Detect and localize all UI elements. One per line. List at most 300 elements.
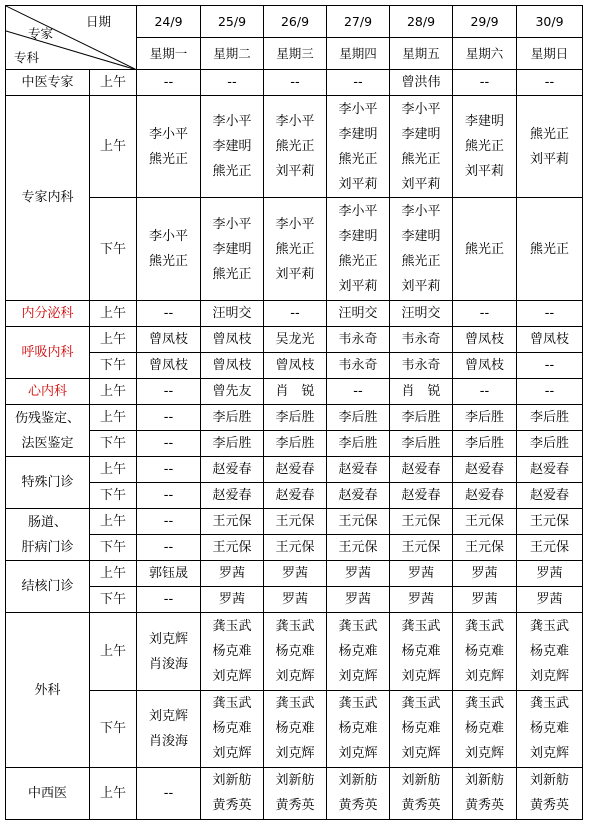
schedule-row	[6, 535, 583, 561]
doctor-name: 刘新舫	[212, 773, 252, 789]
doctor-name: 杨克难	[464, 644, 504, 660]
schedule-row	[6, 613, 583, 690]
schedule-row	[6, 96, 583, 198]
doctor-name: 李小平	[338, 101, 378, 117]
doctor-cell	[137, 483, 201, 509]
doctor-cell	[264, 561, 327, 587]
doctor-name: 李建明	[401, 126, 441, 142]
department-cell: 专家内科	[6, 96, 90, 301]
doctor-name: --	[479, 75, 490, 91]
department-cell: 特殊门诊	[6, 457, 90, 509]
schedule-row	[6, 483, 583, 509]
doctor-cell	[390, 70, 453, 96]
doctor-name: --	[544, 357, 555, 373]
doctor-name: 李后胜	[401, 410, 441, 425]
doctor-name: 罗茜	[344, 592, 371, 608]
doctor-name: 杨克难	[338, 721, 378, 737]
schedule-row	[6, 561, 583, 587]
doctor-cell	[517, 535, 583, 561]
doctor-name: 曾凤枝	[464, 331, 504, 347]
doctor-name: 罗茜	[281, 592, 308, 608]
doctor-name: 刘克辉	[464, 669, 504, 685]
doctor-name: 赵爱春	[212, 462, 252, 478]
doctor-name: 李小平	[148, 126, 188, 142]
doctor-name: 刘平莉	[275, 266, 315, 282]
doctor-cell	[137, 70, 201, 96]
doctor-name: 熊光正	[148, 151, 188, 167]
time-slot-cell: 下午	[90, 431, 137, 457]
doctor-name: --	[353, 383, 363, 399]
doctor-name: 杨克难	[212, 644, 252, 660]
weekday-cell: 星期日	[517, 38, 583, 70]
department-cell	[6, 509, 90, 561]
doctor-name: 赵爱春	[529, 462, 569, 478]
doctor-name: 刘平莉	[275, 164, 315, 180]
doctor-cell	[517, 352, 583, 378]
doctor-cell	[264, 613, 327, 690]
doctor-cell	[390, 483, 453, 509]
doctor-name: 李小平	[401, 204, 441, 220]
doctor-name: --	[479, 305, 490, 321]
schedule-table	[5, 5, 583, 820]
corner-dept-label: 专科	[14, 50, 40, 65]
doctor-cell	[453, 587, 517, 613]
schedule-row	[6, 326, 583, 352]
doctor-cell	[264, 70, 327, 96]
doctor-cell	[327, 326, 390, 352]
doctor-cell	[327, 70, 390, 96]
doctor-cell	[201, 483, 264, 509]
doctor-cell	[517, 431, 583, 457]
doctor-cell	[390, 535, 453, 561]
doctor-cell	[201, 96, 264, 198]
doctor-name: 黄秀英	[464, 798, 504, 814]
time-slot-cell: 上午	[90, 561, 137, 587]
doctor-cell	[137, 457, 201, 483]
doctor-name: --	[227, 75, 237, 91]
doctor-name: 龚玉武	[338, 696, 378, 712]
schedule-row	[6, 198, 583, 300]
time-slot-cell: 上午	[90, 404, 137, 430]
doctor-cell	[517, 300, 583, 326]
doctor-cell	[453, 690, 517, 767]
department-cell: 外科	[6, 613, 90, 767]
doctor-cell	[137, 587, 201, 613]
doctor-cell	[264, 300, 327, 326]
doctor-name: 熊光正	[212, 164, 252, 180]
doctor-name: 李小平	[212, 216, 252, 232]
doctor-cell	[264, 509, 327, 535]
doctor-name: 刘克辉	[529, 746, 569, 762]
doctor-name: 熊光正	[212, 266, 252, 282]
doctor-name: 黄秀英	[212, 798, 252, 814]
doctor-name: --	[163, 462, 174, 478]
doctor-cell	[264, 483, 327, 509]
doctor-name: 曾凤枝	[464, 357, 504, 373]
schedule-row	[6, 352, 583, 378]
department-label-line: 法医鉴定	[21, 435, 74, 451]
doctor-name: 曾凤枝	[212, 331, 252, 347]
doctor-cell	[327, 509, 390, 535]
doctor-name: 黄秀英	[401, 798, 441, 814]
doctor-cell	[264, 431, 327, 457]
doctor-cell	[137, 352, 201, 378]
doctor-cell	[453, 352, 517, 378]
doctor-cell	[201, 352, 264, 378]
time-slot-cell: 下午	[90, 690, 137, 767]
doctor-name: 罗茜	[218, 592, 245, 608]
schedule-row	[6, 587, 583, 613]
doctor-name: 杨克难	[401, 721, 441, 737]
doctor-name: 韦永奇	[338, 357, 378, 373]
doctor-cell	[517, 587, 583, 613]
doctor-cell	[517, 378, 583, 404]
doctor-name: 刘克辉	[529, 669, 569, 685]
doctor-name: 李后胜	[529, 410, 569, 425]
doctor-name: 韦永奇	[338, 331, 378, 347]
weekday-cell: 星期五	[390, 38, 453, 70]
doctor-cell	[390, 561, 453, 587]
doctor-name: 龚玉武	[529, 619, 569, 635]
doctor-name: 王元保	[275, 514, 315, 530]
doctor-cell	[517, 483, 583, 509]
date-cell: 30/9	[517, 6, 583, 38]
doctor-cell	[137, 509, 201, 535]
doctor-cell	[201, 378, 264, 404]
time-slot-cell: 上午	[90, 509, 137, 535]
schedule-row	[6, 431, 583, 457]
doctor-cell	[201, 613, 264, 690]
doctor-name: 刘平莉	[338, 176, 378, 192]
doctor-cell	[137, 613, 201, 690]
doctor-cell	[390, 378, 453, 404]
doctor-name: 李建明	[338, 126, 378, 142]
doctor-cell	[390, 96, 453, 198]
doctor-name: 李小平	[275, 216, 315, 232]
doctor-name: --	[544, 383, 555, 399]
doctor-name: 龚玉武	[275, 619, 315, 635]
doctor-name: 赵爱春	[212, 488, 252, 504]
doctor-cell	[137, 326, 201, 352]
doctor-cell	[517, 326, 583, 352]
doctor-name: 李小平	[148, 229, 188, 245]
doctor-name: 罗茜	[281, 566, 308, 582]
doctor-cell	[264, 198, 327, 300]
doctor-name: 刘新舫	[401, 773, 441, 789]
doctor-name: 刘新舫	[464, 773, 504, 789]
doctor-name: 刘克辉	[212, 669, 252, 685]
doctor-name: 杨克难	[529, 644, 569, 660]
doctor-name: 刘新舫	[338, 773, 378, 789]
doctor-cell	[137, 378, 201, 404]
time-slot-cell: 上午	[90, 613, 137, 690]
doctor-cell	[327, 96, 390, 198]
doctor-name: 黄秀英	[529, 798, 569, 814]
doctor-name: 韦永奇	[401, 357, 441, 373]
schedule-row	[6, 378, 583, 404]
doctor-cell	[137, 404, 201, 430]
doctor-name: 刘克辉	[401, 669, 441, 685]
doctor-name: 曾凤枝	[148, 357, 188, 373]
doctor-name: 刘克辉	[212, 746, 252, 762]
doctor-cell	[390, 457, 453, 483]
doctor-cell	[201, 561, 264, 587]
doctor-name: 王元保	[464, 514, 504, 530]
doctor-cell	[137, 96, 201, 198]
doctor-name: 罗茜	[536, 566, 563, 582]
department-cell	[6, 404, 90, 456]
doctor-name: 杨克难	[275, 721, 315, 737]
date-cell: 29/9	[453, 6, 517, 38]
schedule-row	[6, 509, 583, 535]
time-slot-cell: 上午	[90, 457, 137, 483]
doctor-cell	[201, 300, 264, 326]
doctor-cell	[201, 457, 264, 483]
doctor-name: 王元保	[212, 514, 252, 530]
doctor-cell	[517, 198, 583, 300]
time-slot-cell: 下午	[90, 352, 137, 378]
doctor-name: 李后胜	[212, 410, 252, 425]
doctor-cell	[201, 535, 264, 561]
doctor-cell	[264, 535, 327, 561]
doctor-name: --	[163, 410, 174, 425]
doctor-name: 王元保	[338, 514, 378, 530]
doctor-name: 熊光正	[338, 151, 378, 167]
doctor-name: 李建明	[212, 241, 252, 257]
doctor-name: 刘克辉	[148, 708, 188, 724]
doctor-cell	[517, 70, 583, 96]
doctor-cell	[517, 509, 583, 535]
department-cell: 内分泌科	[6, 300, 90, 326]
doctor-cell	[137, 561, 201, 587]
doctor-name: 熊光正	[464, 139, 504, 155]
doctor-cell	[327, 300, 390, 326]
doctor-cell	[453, 483, 517, 509]
doctor-name: 王元保	[529, 514, 569, 530]
doctor-cell	[201, 509, 264, 535]
header-date-row	[6, 6, 583, 38]
doctor-cell	[517, 404, 583, 430]
doctor-name: 李小平	[275, 114, 315, 130]
date-cell: 25/9	[201, 6, 264, 38]
doctor-name: 熊光正	[529, 126, 569, 142]
doctor-name: 李后胜	[338, 410, 378, 425]
doctor-name: 赵爱春	[275, 488, 315, 504]
doctor-cell	[390, 198, 453, 300]
doctor-name: 罗茜	[407, 566, 434, 582]
doctor-cell	[137, 431, 201, 457]
doctor-name: 刘克辉	[275, 746, 315, 762]
doctor-name: 刘克辉	[464, 746, 504, 762]
doctor-name: 刘克辉	[275, 669, 315, 685]
doctor-name: 刘克辉	[401, 746, 441, 762]
doctor-cell	[390, 690, 453, 767]
doctor-cell	[327, 587, 390, 613]
doctor-name: 曾凤枝	[275, 357, 315, 373]
doctor-name: 曾凤枝	[529, 331, 569, 347]
department-label-line: 肠道、	[27, 514, 67, 530]
doctor-cell	[137, 198, 201, 300]
doctor-name: 黄秀英	[338, 798, 378, 814]
doctor-name: 熊光正	[148, 254, 188, 270]
doctor-cell	[453, 561, 517, 587]
corner-expert-label: 专家	[28, 26, 54, 41]
department-label-line: 肝病门诊	[21, 539, 74, 555]
doctor-name: 肖浚海	[148, 656, 188, 672]
doctor-name: 李后胜	[275, 436, 315, 452]
time-slot-cell: 下午	[90, 198, 137, 300]
doctor-name: --	[353, 75, 363, 91]
doctor-name: --	[163, 75, 174, 91]
weekday-cell: 星期一	[137, 38, 201, 70]
doctor-name: 曾先友	[212, 383, 252, 399]
doctor-name: 杨克难	[275, 644, 315, 660]
doctor-name: 杨克难	[212, 721, 252, 737]
schedule-row	[6, 404, 583, 430]
doctor-cell	[201, 198, 264, 300]
doctor-name: 龚玉武	[464, 696, 504, 712]
doctor-name: 龚玉武	[338, 619, 378, 635]
doctor-name: 李小平	[401, 101, 441, 117]
doctor-cell	[264, 457, 327, 483]
doctor-cell	[327, 613, 390, 690]
doctor-name: 罗茜	[471, 592, 498, 608]
doctor-name: 赵爱春	[338, 488, 378, 504]
doctor-cell	[201, 767, 264, 819]
doctor-name: 汪明交	[338, 305, 378, 321]
weekday-cell: 星期三	[264, 38, 327, 70]
doctor-name: 曾洪伟	[401, 75, 441, 91]
doctor-name: 汪明交	[212, 305, 252, 321]
doctor-cell	[517, 690, 583, 767]
doctor-cell	[327, 352, 390, 378]
doctor-name: 杨克难	[529, 721, 569, 737]
department-cell: 结核门诊	[6, 561, 90, 613]
doctor-name: --	[479, 383, 490, 399]
doctor-name: 王元保	[275, 540, 315, 556]
doctor-cell	[201, 70, 264, 96]
date-cell: 28/9	[390, 6, 453, 38]
time-slot-cell: 上午	[90, 96, 137, 198]
doctor-cell	[453, 70, 517, 96]
doctor-name: 王元保	[401, 540, 441, 556]
schedule-row	[6, 300, 583, 326]
doctor-name: 龚玉武	[401, 619, 441, 635]
doctor-name: 李后胜	[275, 410, 315, 425]
doctor-cell	[390, 404, 453, 430]
doctor-cell	[390, 767, 453, 819]
doctor-name: 曾凤枝	[148, 331, 188, 347]
date-cell: 26/9	[264, 6, 327, 38]
date-cell: 24/9	[137, 6, 201, 38]
doctor-name: 赵爱春	[401, 488, 441, 504]
doctor-name: 杨克难	[464, 721, 504, 737]
doctor-name: 李建明	[464, 114, 504, 130]
doctor-cell	[453, 198, 517, 300]
doctor-name: 刘新舫	[529, 773, 569, 789]
doctor-cell	[453, 509, 517, 535]
doctor-name: 罗茜	[471, 566, 498, 582]
doctor-name: 王元保	[529, 540, 569, 556]
doctor-name: 肖 锐	[275, 383, 315, 399]
department-cell: 中西医	[6, 767, 90, 819]
doctor-name: 刘平莉	[401, 176, 441, 192]
department-cell: 呼吸内科	[6, 326, 90, 378]
doctor-cell	[390, 326, 453, 352]
doctor-name: 李后胜	[464, 410, 504, 425]
doctor-name: 赵爱春	[401, 462, 441, 478]
doctor-cell	[453, 535, 517, 561]
time-slot-cell: 上午	[90, 300, 137, 326]
department-cell: 中医专家	[6, 70, 90, 96]
doctor-cell	[201, 587, 264, 613]
doctor-cell	[453, 431, 517, 457]
doctor-name: --	[163, 540, 174, 556]
schedule-row	[6, 767, 583, 819]
time-slot-cell: 下午	[90, 483, 137, 509]
doctor-name: 龚玉武	[275, 696, 315, 712]
time-slot-cell: 上午	[90, 767, 137, 819]
doctor-name: 李建明	[212, 139, 252, 155]
doctor-cell	[517, 613, 583, 690]
doctor-cell	[517, 457, 583, 483]
doctor-cell	[390, 352, 453, 378]
doctor-name: 王元保	[464, 540, 504, 556]
schedule-row	[6, 70, 583, 96]
time-slot-cell: 下午	[90, 535, 137, 561]
department-cell: 心内科	[6, 378, 90, 404]
doctor-cell	[517, 561, 583, 587]
doctor-name: 赵爱春	[529, 488, 569, 504]
doctor-name: --	[544, 305, 555, 321]
doctor-cell	[201, 404, 264, 430]
weekday-cell: 星期二	[201, 38, 264, 70]
doctor-cell	[327, 431, 390, 457]
doctor-name: 罗茜	[344, 566, 371, 582]
doctor-cell	[390, 509, 453, 535]
doctor-cell	[201, 690, 264, 767]
doctor-cell	[137, 300, 201, 326]
doctor-cell	[453, 404, 517, 430]
doctor-name: 刘平莉	[338, 279, 378, 295]
corner-date-label: 日期	[86, 14, 112, 29]
doctor-cell	[390, 431, 453, 457]
doctor-cell	[327, 767, 390, 819]
doctor-cell	[390, 300, 453, 326]
doctor-name: 熊光正	[401, 254, 441, 270]
weekday-cell: 星期四	[327, 38, 390, 70]
doctor-name: --	[544, 75, 555, 91]
doctor-name: 曾凤枝	[212, 357, 252, 373]
doctor-name: 汪明交	[401, 305, 441, 321]
weekday-cell: 星期六	[453, 38, 517, 70]
doctor-name: 郭钰晟	[148, 566, 188, 582]
doctor-name: --	[163, 514, 174, 530]
doctor-name: --	[290, 305, 300, 321]
doctor-name: 熊光正	[529, 241, 569, 257]
doctor-cell	[327, 378, 390, 404]
doctor-name: 刘克辉	[338, 669, 378, 685]
doctor-name: 韦永奇	[401, 331, 441, 347]
doctor-name: --	[163, 488, 174, 504]
doctor-name: 赵爱春	[464, 462, 504, 478]
doctor-name: 刘平莉	[401, 279, 441, 295]
doctor-cell	[137, 767, 201, 819]
doctor-name: 刘克辉	[338, 746, 378, 762]
doctor-cell	[137, 690, 201, 767]
doctor-cell	[327, 457, 390, 483]
doctor-cell	[390, 587, 453, 613]
